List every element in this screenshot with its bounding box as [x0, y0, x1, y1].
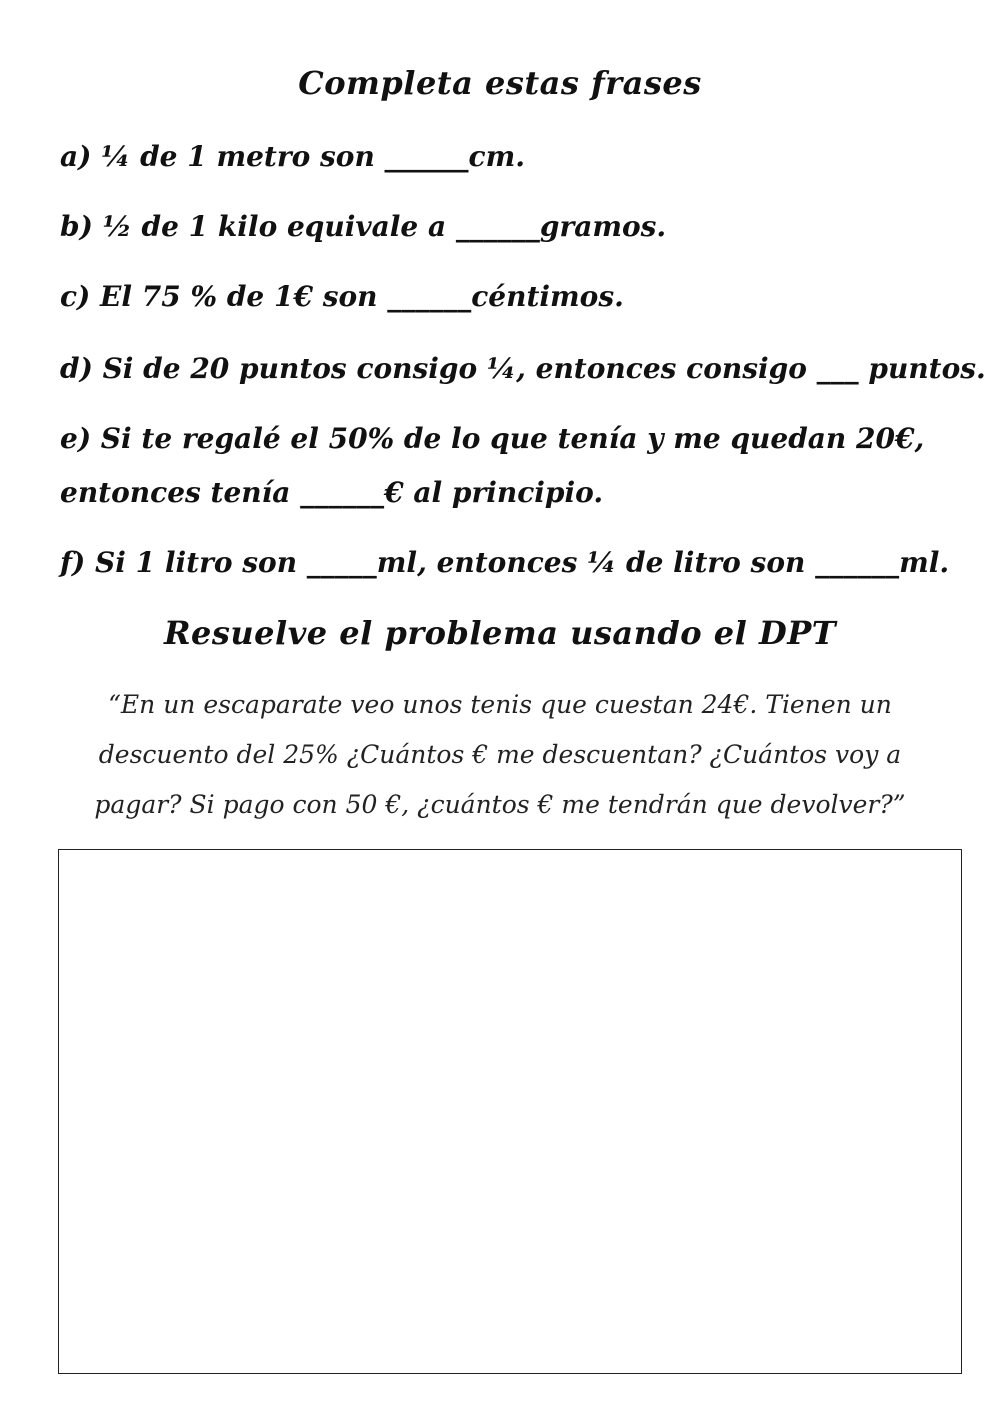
- exercise-line-c: c) El 75 % de 1€ son ______céntimos.: [60, 280, 624, 313]
- exercise-line-b: b) ½ de 1 kilo equivale a ______gramos.: [60, 210, 667, 243]
- exercise-line-a: a) ¼ de 1 metro son ______cm.: [60, 140, 525, 173]
- problem-text-line-3: pagar? Si pago con 50 €, ¿cuántos € me tendrán que devolver?”: [94, 790, 906, 819]
- section-title-problem: Resuelve el problema usando el DPT: [163, 614, 837, 652]
- exercise-line-f: f) Si 1 litro son _____ml, entonces ¼ de litro son ______ml.: [60, 546, 950, 579]
- problem-text-line-2: descuento del 25% ¿Cuántos € me descuentan? ¿Cuántos voy a: [98, 740, 902, 769]
- exercise-line-e-part2: entonces tenía ______€ al principio.: [60, 476, 604, 509]
- exercise-line-e-part1: e) Si te regalé el 50% de lo que tenía y me quedan 20€,: [60, 422, 925, 455]
- problem-text-line-1: “En un escaparate veo unos tenis que cuestan 24€. Tienen un: [108, 690, 892, 719]
- exercise-line-d: d) Si de 20 puntos consigo ¼, entonces consigo ___ puntos.: [60, 352, 986, 385]
- answer-box[interactable]: [58, 849, 962, 1374]
- section-title-complete: Completa estas frases: [298, 64, 702, 102]
